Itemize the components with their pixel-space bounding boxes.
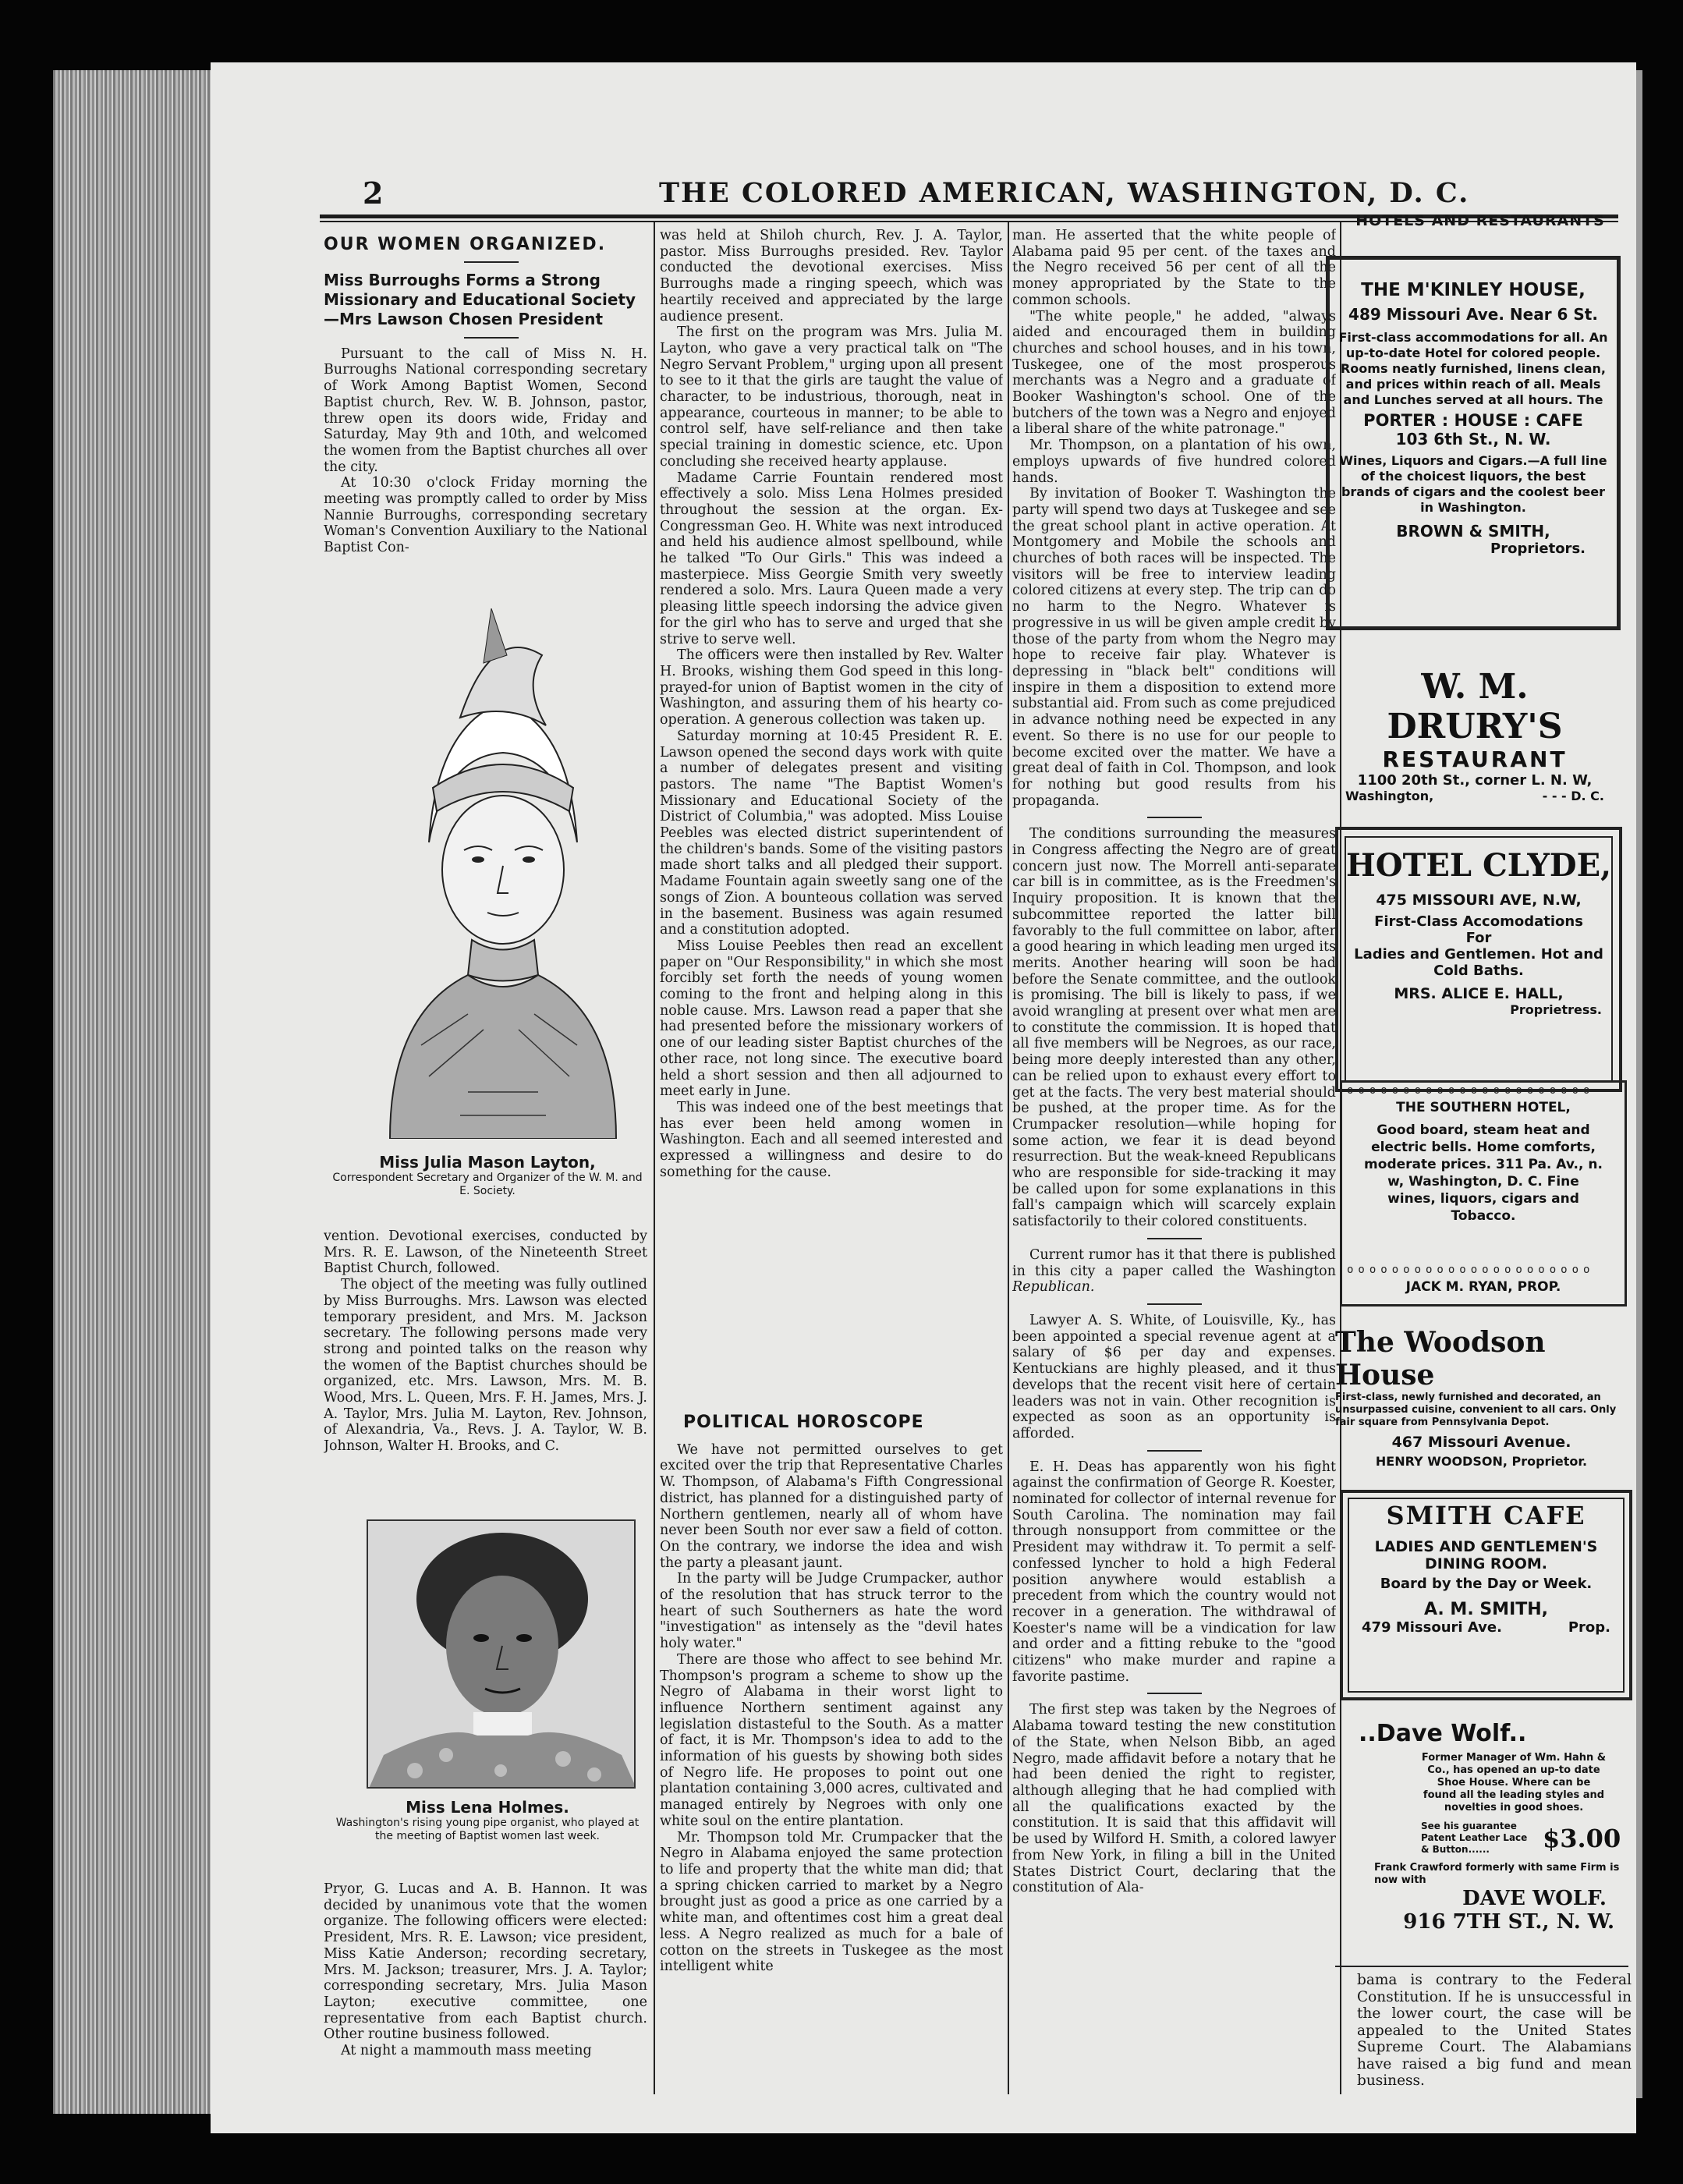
article-paragraph: This was indeed one of the best meetings that has ever been held among women in Washington. Each and all seemed interested and expressed a willingness and desire to do something for the cause. xyxy=(660,1099,1003,1180)
ad-body: First-class accommodations for all. An up-to-date Hotel for colored people. Rooms neatly furnished, linens clean, and prices within reach of all. Meals and Lunches served at all hours. The xyxy=(1338,330,1608,407)
portrait-name: Miss Lena Holmes. xyxy=(406,1798,569,1817)
article-paragraph: Madame Carrie Fountain rendered most effectively a solo. Miss Lena Holmes presided throughout the session at the organ. Ex-Congressman Geo. H. White was next introduced and held his audience almost spellbound, while he talked "To Our Girls." This was indeed a masterpiece. Miss Georgie Smith very sweetly rendered a solo. Mrs. Laura Queen made a very pleasing little speech indorsing the advice given for the girl who has to serve and urged that she strive to serve well. xyxy=(660,470,1003,647)
section-title: HOTELS AND RESTAURANTS xyxy=(1355,212,1605,229)
ad-role: Proprietress. xyxy=(1510,1002,1602,1017)
article-column-2-horoscope xyxy=(660,1410,1003,2097)
book-page-edges xyxy=(53,70,213,2114)
portrait-name: Miss Julia Mason Layton, xyxy=(379,1153,596,1172)
ad-address: 1100 20th St., corner L. N. W, xyxy=(1357,772,1593,789)
article-column-2 xyxy=(660,228,1003,1406)
ad-mckinley-house xyxy=(1326,256,1621,630)
ad-title: THE M'KINLEY HOUSE, xyxy=(1361,280,1586,300)
article-paragraph: At 10:30 o'clock Friday morning the meeting was promptly called to order by Miss Nannie Burroughs, corresponding secretary Woman's Convention Auxiliary to the National Baptist Con- xyxy=(324,475,647,556)
article-paragraph: Saturday morning at 10:45 President R. E. Lawson opened the second days work with quite a number of delegates present and visiting pastors. The name "The Baptist Women's Missionary and Educational Society of the District of Columbia," was adopted. Miss Louise Peebles was elected district superintendent of the children's bands. Some of the visiting pastors made short talks and all pledged their support. Madame Fountain again sweetly sang one of the songs of Zion. A bounteous collation was served in the basement. Business was again resumed and a constitution adopted. xyxy=(660,728,1003,938)
ad-owner: BROWN & SMITH, xyxy=(1396,522,1550,541)
article-paragraph: Mr. Thompson told Mr. Crumpacker that the Negro in Alabama enjoyed the same protection to life and property that the white man did; that a spring chicken carried to market by a Negro brought just as good a price as one carried by a white man, and oftentimes cost him a great deal less. A Negro realized as much for a bale of cotton on the streets in Tuskegee as the most intelligent white xyxy=(660,1829,1003,1975)
ad-border-dots: oooooooooooooooooooooo xyxy=(1347,1264,1595,1276)
column-rule xyxy=(1335,1966,1628,1967)
portrait-caption xyxy=(328,1153,647,1198)
page-right-edge xyxy=(1636,70,1642,2098)
ad-line: For xyxy=(1465,930,1492,946)
masthead: THE COLORED AMERICAN, WASHINGTON, D. C. xyxy=(659,177,1470,209)
ad-line: Board by the Day or Week. xyxy=(1380,1576,1593,1592)
article-headline: POLITICAL HOROSCOPE xyxy=(683,1413,924,1432)
ad-line: First-Class Accomodations xyxy=(1374,913,1583,930)
paper-name: Republican. xyxy=(1012,1279,1095,1296)
article-paragraph: "The white people," he added, "always aided and encouraged them in building churches and school houses, and in his town, Tuskegee, one of the most prosperous merchants was a Negro and a graduate of Booker Washington's school. One of the butchers of the town was a Negro and enjoyed a liberal share of the white patronage." xyxy=(1012,308,1336,438)
article-paragraph: man. He asserted that the white people of Alabama paid 95 per cent. of the taxes and the Negro received 56 per cent of all the money appropriated by the State to the common schools. xyxy=(1012,228,1336,308)
ad-cafe: PORTER : HOUSE : CAFE xyxy=(1363,411,1583,430)
ad-owner: MRS. ALICE E. HALL, xyxy=(1394,985,1564,1002)
ad-line: Ladies and Gentlemen. Hot and Cold Baths. xyxy=(1354,946,1603,979)
ad-title: ..Dave Wolf.. xyxy=(1359,1720,1527,1747)
ad-subtitle: RESTAURANT xyxy=(1382,746,1568,772)
article-paragraph: Mr. Thompson, on a plantation of his own, employs upwards of five hundred colored hands. xyxy=(1012,438,1336,486)
article-paragraph: bama is contrary to the Federal Constitution. If he is unsuccessful in the lower court, the case will be appealed to the United States Supreme Court. The Alabamians have raised a big fund and mean business. xyxy=(1357,1972,1632,2089)
article-paragraph: vention. Devotional exercises, conducted by Mrs. R. E. Lawson, of the Nineteenth Street Baptist Church, followed. xyxy=(324,1228,647,1277)
ad-body: Former Manager of Wm. Hahn & Co., has opened an up-to date Shoe House. Where can be found all the leading styles and novelties in good shoes. xyxy=(1421,1752,1607,1814)
column-rule xyxy=(654,222,655,2094)
ad-role: Prop. xyxy=(1568,1619,1610,1636)
ad-dc: - - - D. C. xyxy=(1542,789,1604,803)
portrait-julia-mason-layton xyxy=(374,608,632,1139)
ad-owner: A. M. SMITH, xyxy=(1423,1600,1549,1619)
article-paragraph: was held at Shiloh church, Rev. J. A. Taylor, pastor. Miss Burroughs presided. Rev. Taylor conducted the devotional exercises. Miss Burroughs made a ringing speech, which was heartily received and appreciated by the large audience present. xyxy=(660,228,1003,324)
ad-wines: Wines, Liquors and Cigars.—A full line of the choicest liquors, the best brands of cigars and the coolest beer in Washington. xyxy=(1339,453,1607,515)
portrait-description: Correspondent Secretary and Organizer of the W. M. and E. Society. xyxy=(332,1172,643,1197)
portrait-caption xyxy=(328,1798,647,1843)
ad-title: W. M. DRURY'S xyxy=(1387,667,1563,746)
article-paragraph: Miss Louise Peebles then read an excellent paper on "Our Responsibility," in which she most forcibly set forth the needs of young women coming to the front and helping along in this noble cause. Mrs. Lawson read a paper that she had presented before the missionary workers of one of our leading sister Baptist churches of the other race, not long since. The executive board held a short session and then all adjourned to meet early in June. xyxy=(660,938,1003,1100)
rumor-text: Current rumor has it that there is published in this city a paper called the Washington xyxy=(1012,1246,1336,1279)
section-rule xyxy=(1147,1303,1202,1305)
ad-guarantee: See his guarantee Patent Leather Lace & Button...... xyxy=(1421,1821,1528,1855)
article-subhead: Miss Burroughs Forms a Strong Missionary and Educational Society—Mrs Lawson Chosen President xyxy=(324,270,636,328)
page-header xyxy=(363,176,1618,210)
ad-line: LADIES AND GENTLEMEN'S xyxy=(1374,1538,1598,1555)
ad-name: DAVE WOLF. xyxy=(1462,1887,1607,1910)
article-column-3 xyxy=(1012,228,1336,2096)
subhead-rule xyxy=(464,337,519,339)
article-paragraph: The object of the meeting was fully outlined by Miss Burroughs. Mrs. Lawson was elected temporary president, and Mrs. M. Jackson secretary. The following persons made very strong and pointed talks on the reason why the women of the Baptist churches should be organized, etc. Mrs. Lawson, Mrs. M. B. Wood, Mrs. L. Queen, Mrs. F. H. James, Mrs. J. A. Taylor, Mrs. Julia M. Layton, Rev. Johnson, of Alexandria, Va., Revs. J. A. Taylor, W. B. Johnson, Walter H. Brooks, and C. xyxy=(324,1277,647,1455)
ad-address: 916 7TH ST., N. W. xyxy=(1403,1910,1614,1934)
article-paragraph: The first step was taken by the Negroes of Alabama toward testing the new constitution of the State, when Nelson Bibb, an aged Negro, made affidavit before a notary that he had been denied the right to register, although alleging that he had complied with all the qualifications exacted by the constitution. It is said that this affidavit will be used by Wilford H. Smith, a colored lawyer from New York, in filing a bill in the United States District Court, declaring that the constitution of Ala- xyxy=(1012,1702,1336,1896)
ad-address: 479 Missouri Ave. xyxy=(1362,1619,1502,1636)
ad-address: 475 MISSOURI AVE, N.W, xyxy=(1376,892,1582,909)
ad-owner: HENRY WOODSON, Proprietor. xyxy=(1375,1454,1588,1469)
article-paragraph: By invitation of Booker T. Washington the party will spend two days at Tuskegee and see the great school plant in active operation. At Montgomery and Mobile the schools and churches of both races will be inspected. The visitors will be free to interview leading colored citizens at every step. The trip can do no harm to the Negro. Whatever is progressive in us will be given ample credit by those of the party from whom the Negro may hope to receive fair play. Whatever is depressing in "black belt" conditions will inspire in them a disposition to extend more substantial aid. From such as come prejudiced in advance nothing need be expected in any event. So there is no use for our people to become excited over the matter. We have a great deal of faith in Col. Thompson, and look for nothing but good results from his propaganda. xyxy=(1012,486,1336,809)
article-paragraph: The conditions surrounding the measures in Congress affecting the Negro are of great concern just now. The Morrell anti-separate car bill is in committee, as is the Freedmen's Inquiry proposition. It is known that the subcommittee reported the latter bill favorably to the full committee on labor, after a good hearing in which leading men urged its merits. Another hearing will soon be had before the Senate committee, and the outlook is promising. The bill is likely to pass, if we avoid wrangling at present over what men are to constitute the commission. It is hoped that all five members will be Negroes, as our race, being more deeply interested than any other, can be relied upon to exhaust every effort to get at the facts. The very best material should be pushed, at the proper time. As for the Crumpacker resolution—while hoping for some action, we fear it is dead beyond resurrection. But the weak-kneed Republicans who are responsible for side-tracking it may be called upon for some explanations in this fall's campaign which will scarcely explain satisfactorily to their colored constituents. xyxy=(1012,826,1336,1230)
ad-crawford: Frank Crawford formerly with same Firm is now with xyxy=(1374,1862,1620,1886)
ad-city: Washington, xyxy=(1345,789,1434,803)
ad-address: 489 Missouri Ave. Near 6 St. xyxy=(1348,305,1598,324)
ad-woodson-house xyxy=(1335,1326,1628,1470)
ad-border-dots: oooooooooooooooooooooo xyxy=(1347,1084,1595,1097)
section-rule xyxy=(1147,1693,1202,1694)
section-rule xyxy=(1147,1450,1202,1452)
ad-price: $3.00 xyxy=(1543,1823,1621,1853)
ad-body: First-class, newly furnished and decorated, an unsurpassed cuisine, convenient to all cars. Only fair square from Pennsylvania Depot. xyxy=(1335,1392,1617,1428)
ad-address: 467 Missouri Avenue. xyxy=(1391,1434,1571,1451)
article-paragraph: E. H. Deas has apparently won his fight against the confirmation of George R. Koester, nominated for collector of internal revenue for South Carolina. The nomination may fail through nonsupport from committee or the President may withdraw it. To permit a self-confessed lyncher to hold a high Federal position anywhere would establish a precedent from which the country would not recover in a generation. The withdrawal of Koester's name will be a vindication for law and order and a fitting rebuke to the "good citizens" who make murder and rapine a favorite pastime. xyxy=(1012,1459,1336,1685)
article-paragraph: Lawyer A. S. White, of Louisville, Ky., has been appointed a special revenue agent at a salary of $6 per day and expenses. Kentuckians are highly pleased, and it thus develops that the recent visit here of certain leaders was not in vain. Other recognition is expected as soon as an opportunity is afforded. xyxy=(1012,1313,1336,1441)
article-paragraph: At night a mammouth mass meeting xyxy=(341,2043,592,2059)
ad-southern-hotel xyxy=(1340,1080,1627,1306)
article-paragraph: We have not permitted ourselves to get excited over the trip that Representative Charles W. Thompson, of Alabama's Fifth Congressional district, has planned for a distinguished party of Northern gentlemen, nearly all of whom have never been South nor ever saw a field of cotton. On the contrary, we indorse the idea and wish the party a pleasant jaunt. xyxy=(660,1441,1003,1571)
article-continuation xyxy=(1357,1972,1632,2089)
article-column-1-bottom xyxy=(324,1881,647,2094)
headline-rule xyxy=(464,261,519,263)
article-column-1-top xyxy=(324,228,647,618)
section-rule xyxy=(1147,1238,1202,1239)
ad-title: THE SOUTHERN HOTEL, xyxy=(1396,1100,1571,1115)
article-paragraph: There are those who affect to see behind Mr. Thompson's program a scheme to show up the Negro of Alabama in their worst light to influence Northern sentiment against any legislation distasteful to the South. As a matter of fact, it is Mr. Thompson's idea to add to the information of his guests by showing both sides of Negro life. He proposes to point out one plantation containing 3,000 acres, cultivated and managed entirely by Negroes with only one white soul on the entire plantation. xyxy=(660,1651,1003,1829)
article-paragraph: Pryor, G. Lucas and A. B. Hannon. It was decided by unanimous vote that the women organize. The following officers were elected: President, Mrs. R. E. Lawson; vice president, Miss Katie Anderson; recording secretary, Mrs. M. Jackson; treasurer, Mrs. J. A. Taylor; corresponding secretary, Mrs. Julia Mason Layton; executive committee, one representative from each Baptist church. Other routine business followed. xyxy=(324,1881,647,2043)
ad-line: DINING ROOM. xyxy=(1425,1555,1547,1572)
ad-body: Good board, steam heat and electric bells. Home comforts, moderate prices. 311 Pa. Av., n. w, Washington, D. C. Fine wines, liquors, cigars and Tobacco. xyxy=(1364,1122,1603,1224)
ad-title: HOTEL CLYDE, xyxy=(1346,847,1611,884)
ad-cafe-address: 103 6th St., N. W. xyxy=(1395,430,1551,448)
portrait-lena-holmes xyxy=(367,1519,636,1789)
section-rule xyxy=(1147,817,1202,818)
article-paragraph: The officers were then installed by Rev. Walter H. Brooks, wishing them God speed in this long-prayed-for union of Baptist women in the city of Washington, and assuring them of his hearty co-operation. A generous collection was taken up. xyxy=(660,647,1003,729)
page-number: 2 xyxy=(363,176,384,211)
ad-drurys-restaurant xyxy=(1330,667,1620,803)
article-paragraph: Pursuant to the call of Miss N. H. Burroughs National corresponding secretary of Work Among Baptist Women, Second Baptist church, Rev. W. B. Johnson, pastor, threw open its doors wide, Friday and Saturday, May 9th and 10th, and welcomed the women from the Baptist churches all over the city. xyxy=(324,346,647,475)
article-headline: OUR WOMEN ORGANIZED. xyxy=(324,235,607,254)
ad-role: Proprietors. xyxy=(1490,541,1586,557)
article-column-1-middle xyxy=(324,1228,647,1509)
column-rule xyxy=(1008,222,1009,2094)
ad-owner: JACK M. RYAN, PROP. xyxy=(1405,1279,1561,1295)
ad-dave-wolf xyxy=(1335,1720,1630,1963)
ad-title: The Woodson House xyxy=(1335,1326,1546,1392)
article-paragraph: The first on the program was Mrs. Julia M. Layton, who gave a very practical talk on "The Negro Servant Problem," urging upon all present to see to it that the girls are taught the value of character, to be industrious, thorough, neat in appearance, courteous in manner; to be able to control self, have self-reliance and then take special training in domestic science, etc. Upon concluding she received hearty applause. xyxy=(660,324,1003,470)
article-paragraph xyxy=(1012,1247,1336,1296)
portrait-description: Washington's rising young pipe organist, who played at the meeting of Baptist women last week. xyxy=(335,1817,640,1842)
ad-hotel-clyde xyxy=(1335,827,1622,1092)
ad-title: SMITH CAFE xyxy=(1386,1501,1586,1530)
article-paragraph: In the party will be Judge Crumpacker, author of the resolution that has struck terror to the heart of such Southerners as hate the word "investigation" as intensely as the "devil hates holy water." xyxy=(660,1571,1003,1652)
ad-smith-cafe xyxy=(1340,1490,1632,1700)
